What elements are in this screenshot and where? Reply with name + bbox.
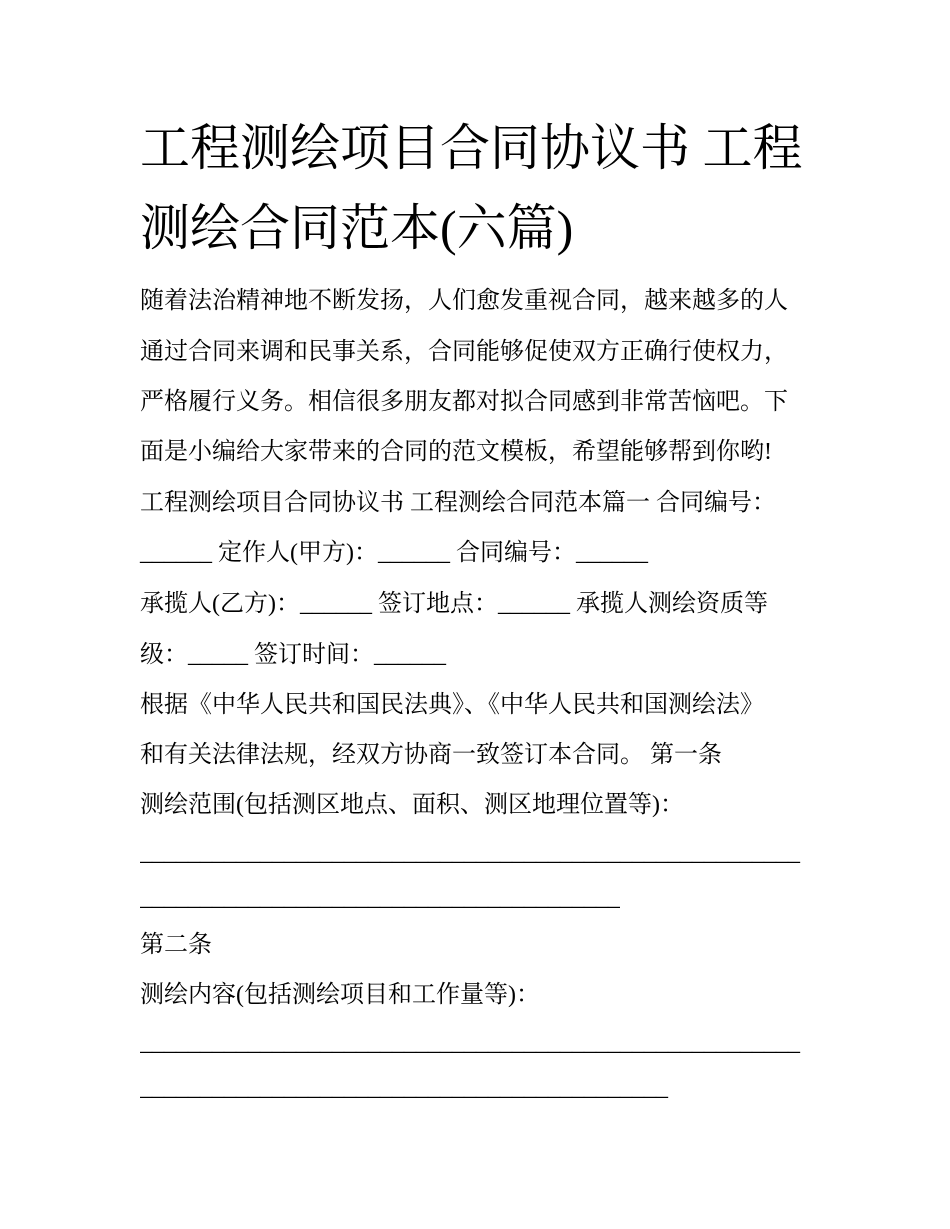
paragraph-line: 严格履行义务。相信很多朋友都对拟合同感到非常苦恼吧。下 (140, 389, 788, 415)
form-field-line: 承揽人(乙方)：______ 签订地点：______ 承揽人测绘资质等 (140, 591, 768, 617)
paragraph-line: 工程测绘项目合同协议书 工程测绘合同范本篇一 合同编号： (140, 490, 776, 516)
blank-fill-line: _______________________________________________________ (140, 1030, 800, 1056)
paragraph-line: 通过合同来调和民事关系，合同能够促使双方正确行使权力， (140, 339, 788, 365)
blank-fill-line: _______________________________________________________ (140, 840, 800, 866)
document-title-line-1: 工程测绘项目合同协议书 工程 (140, 120, 803, 176)
blank-fill-line: ________________________________________ (140, 885, 620, 911)
paragraph-line: 随着法治精神地不断发扬，人们愈发重视合同，越来越多的人 (140, 288, 788, 314)
form-field-line: ______ 定作人(甲方)：______ 合同编号：______ (140, 540, 648, 566)
section-heading-line: 测绘内容(包括测绘项目和工作量等)： (140, 982, 540, 1008)
section-heading-line: 测绘范围(包括测区地点、面积、测区地理位置等)： (140, 792, 684, 818)
document-title-line-2: 测绘合同范本(六篇) (140, 200, 574, 256)
paragraph-line: 根据《中华人民共和国民法典》、《中华人民共和国测绘法》 (140, 692, 764, 718)
paragraph-line: 和有关法律法规，经双方协商一致签订本合同。 第一条 (140, 742, 722, 768)
section-heading: 第二条 (140, 932, 212, 958)
paragraph-line: 面是小编给大家带来的合同的范文模板，希望能够帮到你哟! (140, 439, 772, 465)
form-field-line: 级：_____ 签订时间：______ (140, 642, 446, 668)
blank-fill-line: ____________________________________________ (140, 1075, 668, 1101)
